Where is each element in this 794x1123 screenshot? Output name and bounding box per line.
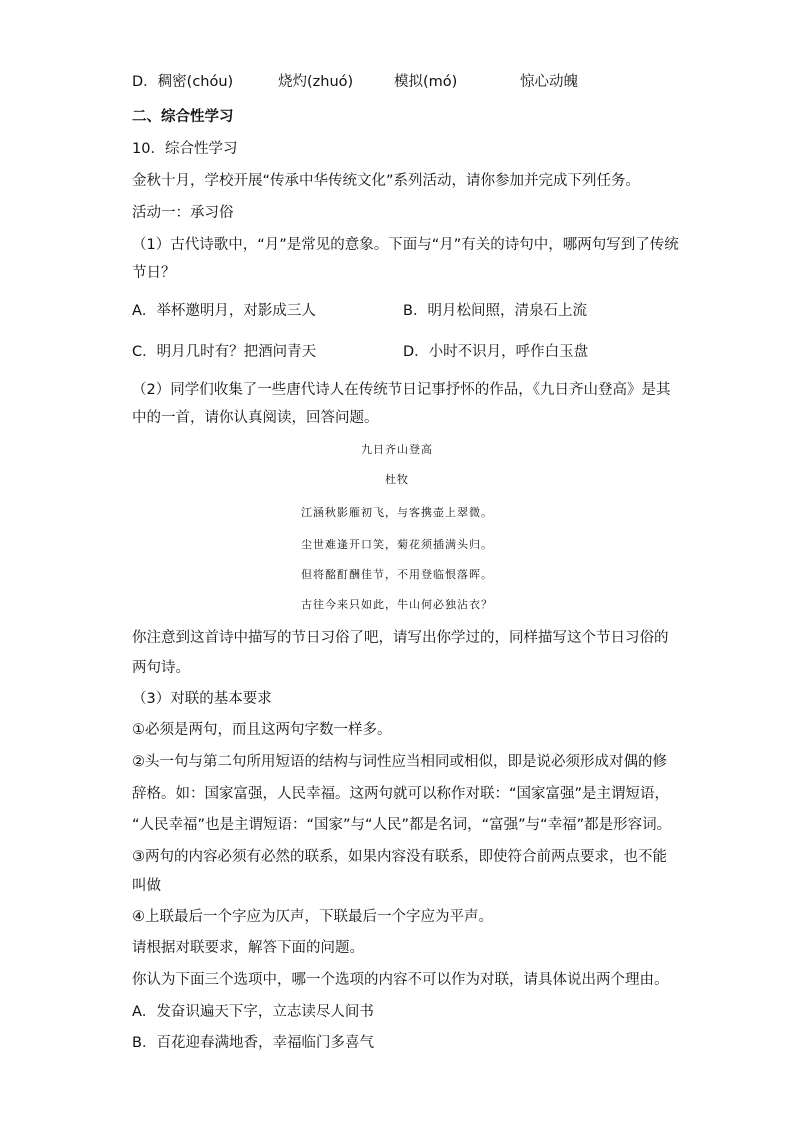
q9-option-d-label: D．稠密(chóu) xyxy=(132,74,234,90)
p1-option-b: B．明月松间照，清泉石上流 xyxy=(403,303,587,319)
p3-question: 你认为下面三个选项中，哪一个选项的内容不可以作为对联，请具体说出两个理由。 xyxy=(132,972,669,988)
p1-option-d: D．小时不识月，呼作白玉盘 xyxy=(403,344,589,360)
p3-option-b: B．百花迎春满地香，幸福临门多喜气 xyxy=(132,1035,374,1051)
p3-option-a: A．发奋识遍天下字，立志读尽人间书 xyxy=(132,1004,374,1020)
p2-text-line1: （2）同学们收集了一些唐代诗人在传统节日记事抒怀的作品，《九日齐山登高》是其 xyxy=(132,382,671,398)
rule-3-line2: 叫做 xyxy=(132,878,161,894)
rule-3-line1: ③两句的内容必须有必然的联系，如果内容没有联系，即使符合前两点要求，也不能 xyxy=(132,849,667,865)
poem-line: 江涵秋影雁初飞，与客携壶上翠微。 xyxy=(301,506,493,519)
rule-2-line2: 辞格。如：国家富强，人民幸福。这两句就可以称作对联：“国家富强”是主谓短语， xyxy=(132,786,670,802)
rule-1: ①必须是两句，而且这两句字数一样多。 xyxy=(132,722,392,738)
rule-4: ④上联最后一个字应为仄声，下联最后一个字应为平声。 xyxy=(132,909,493,925)
q10-title: 10．综合性学习 xyxy=(132,141,238,157)
p3-title: （3）对联的基本要求 xyxy=(132,691,272,707)
p1-option-c: C．明月几时有？把酒问青天 xyxy=(132,344,317,360)
poem-line: 古往今来只如此，牛山何必独沾衣？ xyxy=(301,598,493,611)
poem-line: 但将酩酊酬佳节，不用登临恨落晖。 xyxy=(301,568,493,581)
q10-intro: 金秋十月，学校开展“传承中华传统文化”系列活动，请你参加并完成下列任务。 xyxy=(132,173,641,189)
rule-2-line3: “人民幸福”也是主谓短语：“国家”与“人民”都是名词，“富强”与“幸福”都是形容词。 xyxy=(132,817,672,833)
q9-option-d xyxy=(132,72,692,92)
q9-option-d-word4: 惊心动魄 xyxy=(520,74,578,90)
p1-option-a: A．举杯邀明月，对影成三人 xyxy=(132,303,316,319)
rule-2-line1: ②头一句与第二句所用短语的结构与词性应当相同或相似，即是说必须形成对偶的修 xyxy=(132,754,667,770)
q9-option-d-word3: 模拟(mó) xyxy=(394,74,458,90)
p2-question-line1: 你注意到这首诗中描写的节日习俗了吧，请写出你学过的，同样描写这个节日习俗的 xyxy=(132,630,669,646)
poem-author: 杜牧 xyxy=(385,473,409,486)
section-title: 二、综合性学习 xyxy=(132,109,234,125)
p2-text-line2: 中的一首，请你认真阅读，回答问题。 xyxy=(132,410,379,426)
activity1-heading: 活动一：承习俗 xyxy=(132,205,234,221)
poem-line: 尘世难逢开口笑，菊花须插满头归。 xyxy=(301,538,493,551)
p3-instruction: 请根据对联要求，解答下面的问题。 xyxy=(132,940,364,956)
p1-text-line1: （1）古代诗歌中，“月”是常见的意象。下面与“月”有关的诗句中，哪两句写到了传统 xyxy=(132,237,679,253)
q9-option-d-word2: 烧灼(zhuó) xyxy=(278,74,354,90)
p2-question-line2: 两句诗。 xyxy=(132,660,190,676)
p1-text-line2: 节日？ xyxy=(132,265,176,281)
poem-title: 九日齐山登高 xyxy=(361,443,433,456)
